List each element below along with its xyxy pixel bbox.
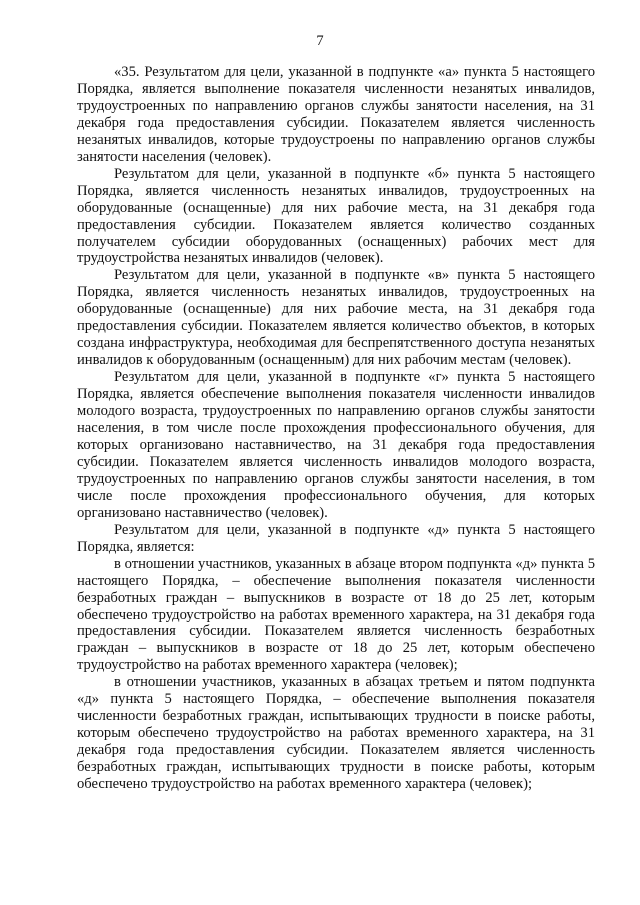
paragraph-result-item-b: Результатом для цели, указанной в подпункте «б» пункта 5 настоящего Порядка, является численность незанятых инвалидов, трудоустроенных на оборудованные (оснащенные) для них рабочие места, на 31 декабря года предоставления субсидии. Показателем является количество созданных получателем субсидии оборудованных (оснащенных) рабочих мест для трудоустройства незанятых инвалидов (человек). xyxy=(77,165,595,267)
paragraph-result-item-g: Результатом для цели, указанной в подпункте «г» пункта 5 настоящего Порядка, является обеспечение выполнения показателя численности инвалидов молодого возраста, трудоустроенных по направлению органов службы занятости населения, в том числе после прохождения профессионального обучения, для которых организовано наставничество, на 31 декабря года предоставления субсидии. Показателем является численность инвалидов молодого возраста, трудоустроенных по направлению органов службы занятости населения, в том числе после прохождения профессионального обучения, для которых организовано наставничество (человек). xyxy=(77,369,595,521)
paragraph-result-item-v: Результатом для цели, указанной в подпункте «в» пункта 5 настоящего Порядка, является численность незанятых инвалидов, трудоустроенных на оборудованные (оснащенные) для них рабочие места, на 31 декабря года предоставления субсидии. Показателем является количество объектов, в которых создана инфраструктура, необходимая для беспрепятственного доступа незанятых инвалидов к оборудованным (оснащенным) для них рабочим местам (человек). xyxy=(77,267,595,369)
paragraph-result-item-d-intro: Результатом для цели, указанной в подпункте «д» пункта 5 настоящего Порядка, является: xyxy=(77,521,595,555)
paragraph-result-item-d-jobseekers: в отношении участников, указанных в абзацах третьем и пятом подпункта «д» пункта 5 настоящего Порядка, – обеспечение выполнения показателя численности безработных граждан, испытывающих трудности в поиске работы, которым обеспечено трудоустройство на работах временного характера, на 31 декабря года предоставления субсидии. Показателем является численность безработных граждан, испытывающих трудности в поиске работы, которым обеспечено трудоустройство на работах временного характера (человек); xyxy=(77,674,595,793)
paragraph-result-item-a: «35. Результатом для цели, указанной в подпункте «а» пункта 5 настоящего Порядка, является выполнение показателя численности незанятых инвалидов, трудоустроенных по направлению органов службы занятости населения, на 31 декабря года предоставления субсидии. Показателем является численность незанятых инвалидов, которые трудоустроены по направлению органов службы занятости населения (человек). xyxy=(77,64,595,165)
page-number: 7 xyxy=(316,33,324,49)
document-body xyxy=(77,64,595,793)
paragraph-result-item-d-graduates: в отношении участников, указанных в абзаце втором подпункта «д» пункта 5 настоящего Порядка, – обеспечение выполнения показателя численности безработных граждан – выпускников в возрасте от 18 до 25 лет, которым обеспечено трудоустройство на работах временного характера, на 31 декабря года предоставления субсидии. Показателем является численность безработных граждан – выпускников в возрасте от 18 до 25 лет, которым обеспечено трудоустройство на работах временного характера (человек); xyxy=(77,555,595,674)
